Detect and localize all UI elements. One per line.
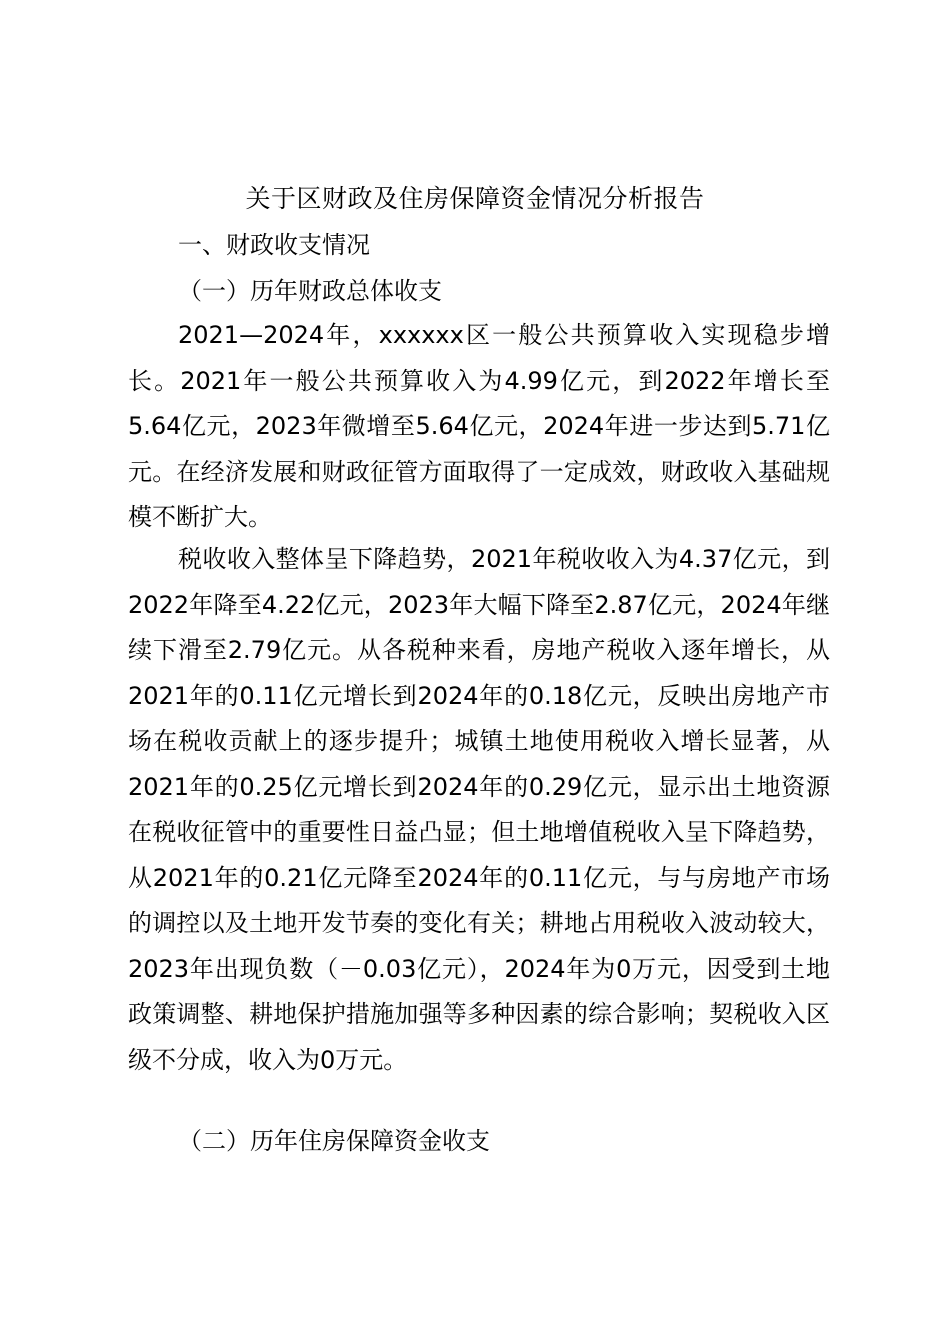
document-title: 关于区财政及住房保障资金情况分析报告 <box>245 184 705 213</box>
paragraph-budget-revenue: 2021—2024年，xxxxxx区一般公共预算收入实现稳步增长。2021年一般公共预算收入为4.99亿元，到2022年增长至5.64亿元，2023年微增至5.64亿元，2024年进一步达到5.71亿元。在经济发展和财政征管方面取得了一定成效，财政收入基础规模不断扩大。 <box>128 321 830 531</box>
section-heading-fiscal: 一、财政收支情况 <box>178 231 370 259</box>
subsection-heading-overall: （一）历年财政总体收支 <box>178 277 442 305</box>
paragraph-tax-revenue: 税收收入整体呈下降趋势，2021年税收收入为4.37亿元，到2022年降至4.22亿元，2023年大幅下降至2.87亿元，2024年继续下滑至2.79亿元。从各税种来看，房地产税收入逐年增长，从2021年的0.11亿元增长到2024年的0.18亿元，反映出房地产市场在税收贡献上的逐步提升；城镇土地使用税收入增长显著，从2021年的0.25亿元增长到2024年的0.29亿元，显示出土地资源在税收征管中的重要性日益凸显；但土地增值税收入呈下降趋势，从2021年的0.21亿元降至2024年的0.11亿元，与与房地产市场的调控以及土地开发节奏的变化有关；耕地占用税收入波动较大，2023年出现负数（－0.03亿元），2024年为0万元，因受到土地政策调整、耕地保护措施加强等多种因素的综合影响；契税收入区级不分成，收入为0万元。 <box>128 545 830 1074</box>
subsection-heading-housing: （二）历年住房保障资金收支 <box>178 1127 490 1155</box>
